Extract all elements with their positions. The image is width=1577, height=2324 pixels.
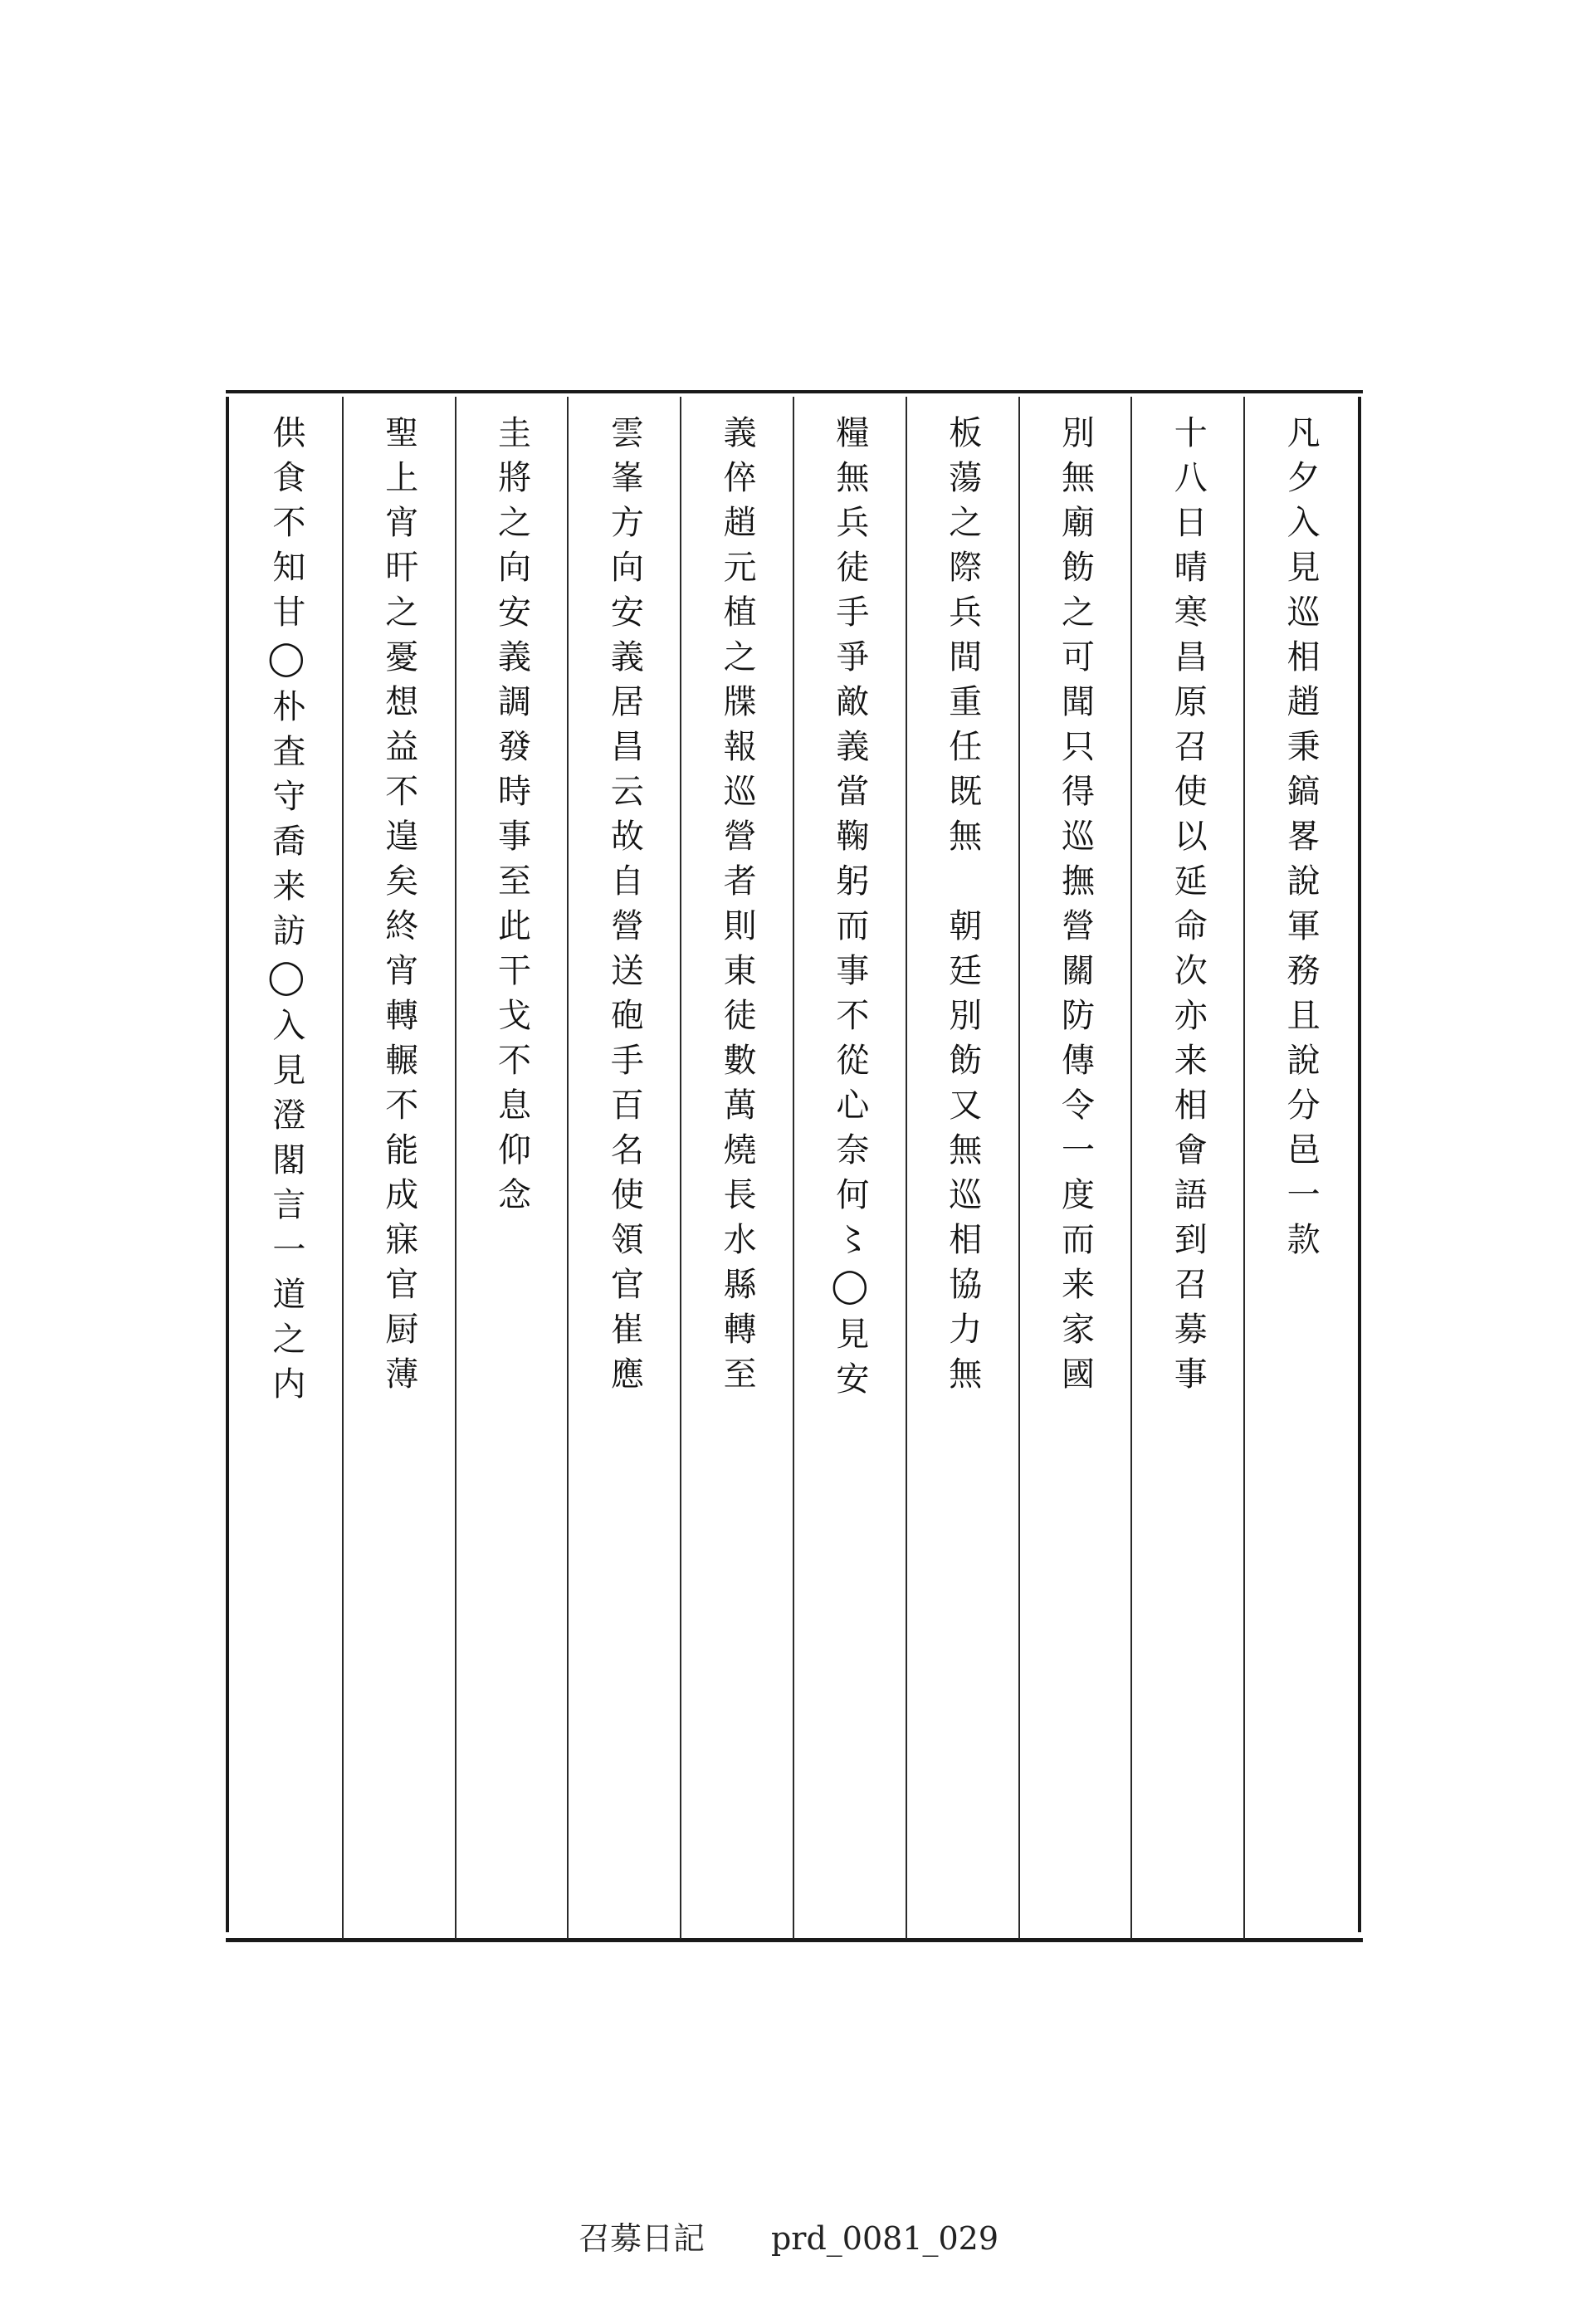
text-column-4 xyxy=(906,397,1018,1939)
text-column-2 xyxy=(1130,397,1243,1939)
text-column-8 xyxy=(455,397,568,1939)
column-text: 圭將之向安義調發時事至此干戈不息仰念 xyxy=(492,415,531,1222)
text-column-1 xyxy=(1243,397,1356,1939)
column-text: 十八日晴寒昌原召使以延命次亦来相會語到召募事 xyxy=(1169,415,1208,1401)
caption-title: 召募日記 xyxy=(578,2220,705,2257)
manuscript-text-block xyxy=(231,397,1356,1939)
page-caption xyxy=(0,2213,1577,2258)
text-column-9 xyxy=(342,397,455,1939)
border-left-rule xyxy=(226,397,229,1932)
text-column-7 xyxy=(567,397,680,1939)
column-text: 雲峯方向安義居昌云故自營送砲手百名使領官崔應 xyxy=(605,415,644,1401)
column-text: 凡夕入見巡相趙秉鎬畧說軍務且說分邑一款 xyxy=(1282,415,1321,1267)
caption-code: prd_0081_029 xyxy=(770,2220,999,2257)
column-text: 聖上宵旰之憂想益不遑矣終宵轉輾不能成寐官厨薄 xyxy=(379,415,418,1401)
column-text: 義倅趙元植之牒報巡營者則東徒數萬燒長水縣轉至 xyxy=(718,415,757,1401)
text-column-10 xyxy=(231,397,342,1939)
text-column-6 xyxy=(680,397,793,1939)
text-column-5 xyxy=(793,397,906,1939)
border-right-rule xyxy=(1358,397,1361,1932)
column-text: 別無廟飭之可聞只得巡撫營關防傳令一度而来家國 xyxy=(1056,415,1095,1401)
column-text: 板蕩之際兵間重任既無 朝廷別飭又無巡相協力無 xyxy=(943,415,982,1401)
text-column-3 xyxy=(1018,397,1131,1939)
column-text: 糧無兵徒手爭敵義當鞠躬而事不從心奈何〻◯見安 xyxy=(830,415,869,1406)
column-text: 供食不知甘◯朴査守喬来訪◯入見澄閣言一道之内 xyxy=(266,415,305,1411)
